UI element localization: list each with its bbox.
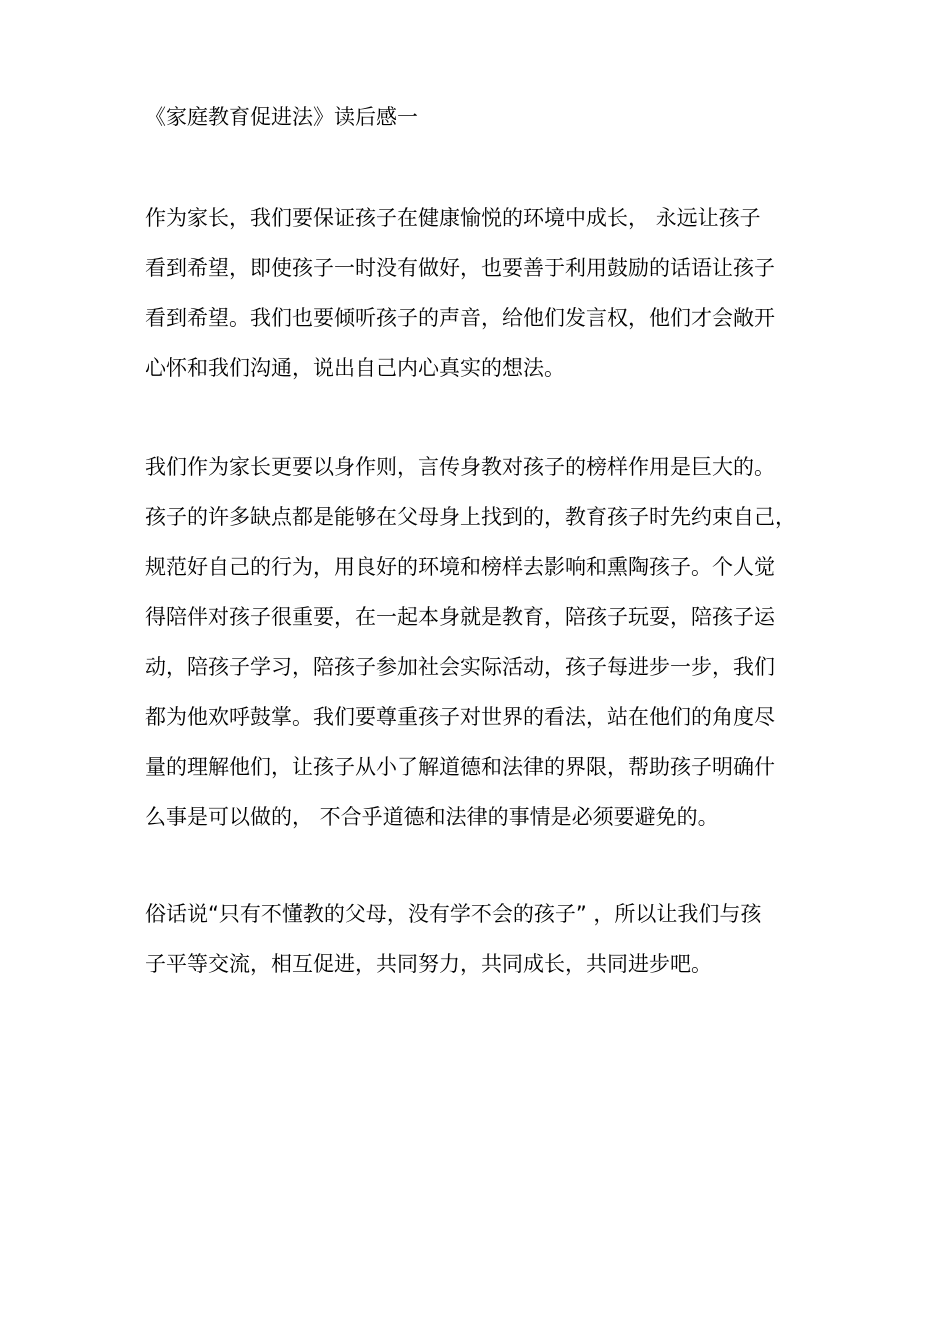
paragraph-line: 我们作为家长更要以身作则，言传身教对孩子的榜样作用是巨大的。	[145, 455, 775, 479]
paragraph-line: 规范好自己的行为，用良好的环境和榜样去影响和熏陶孩子。个人觉	[145, 555, 775, 579]
paragraph-line: 子平等交流，相互促进，共同努力，共同成长，共同进步吧。	[145, 952, 712, 976]
paragraph-line: 看到希望。我们也要倾听孩子的声音，给他们发言权，他们才会敞开	[145, 306, 775, 330]
paragraph-line: 作为家长，我们要保证孩子在健康愉悦的环境中成长， 永远让孩子	[145, 206, 761, 230]
paragraph-line: 看到希望，即使孩子一时没有做好，也要善于利用鼓励的话语让孩子	[145, 256, 775, 280]
document-title: 《家庭教育促进法》读后感一	[145, 105, 418, 129]
paragraph-line: 孩子的许多缺点都是能够在父母身上找到的，教育孩子时先约束自己，	[145, 505, 796, 529]
paragraph-line: 都为他欢呼鼓掌。我们要尊重孩子对世界的看法，站在他们的角度尽	[145, 705, 775, 729]
paragraph-3	[145, 889, 835, 989]
paragraph-line: 心怀和我们沟通，说出自己内心真实的想法。	[145, 356, 565, 380]
paragraph-1	[145, 193, 835, 393]
paragraph-line: 得陪伴对孩子很重要，在一起本身就是教育，陪孩子玩耍，陪孩子运	[145, 605, 775, 629]
paragraph-line: 量的理解他们，让孩子从小了解道德和法律的界限，帮助孩子明确什	[145, 755, 775, 779]
paragraph-line: 么事是可以做的， 不合乎道德和法律的事情是必须要避免的。	[145, 805, 719, 829]
paragraph-line: 俗话说“只有不懂教的父母，没有学不会的孩子” ，所以让我们与孩	[145, 902, 762, 926]
paragraph-2	[145, 442, 835, 842]
paragraph-line: 动，陪孩子学习，陪孩子参加社会实际活动，孩子每进步一步，我们	[145, 655, 775, 679]
